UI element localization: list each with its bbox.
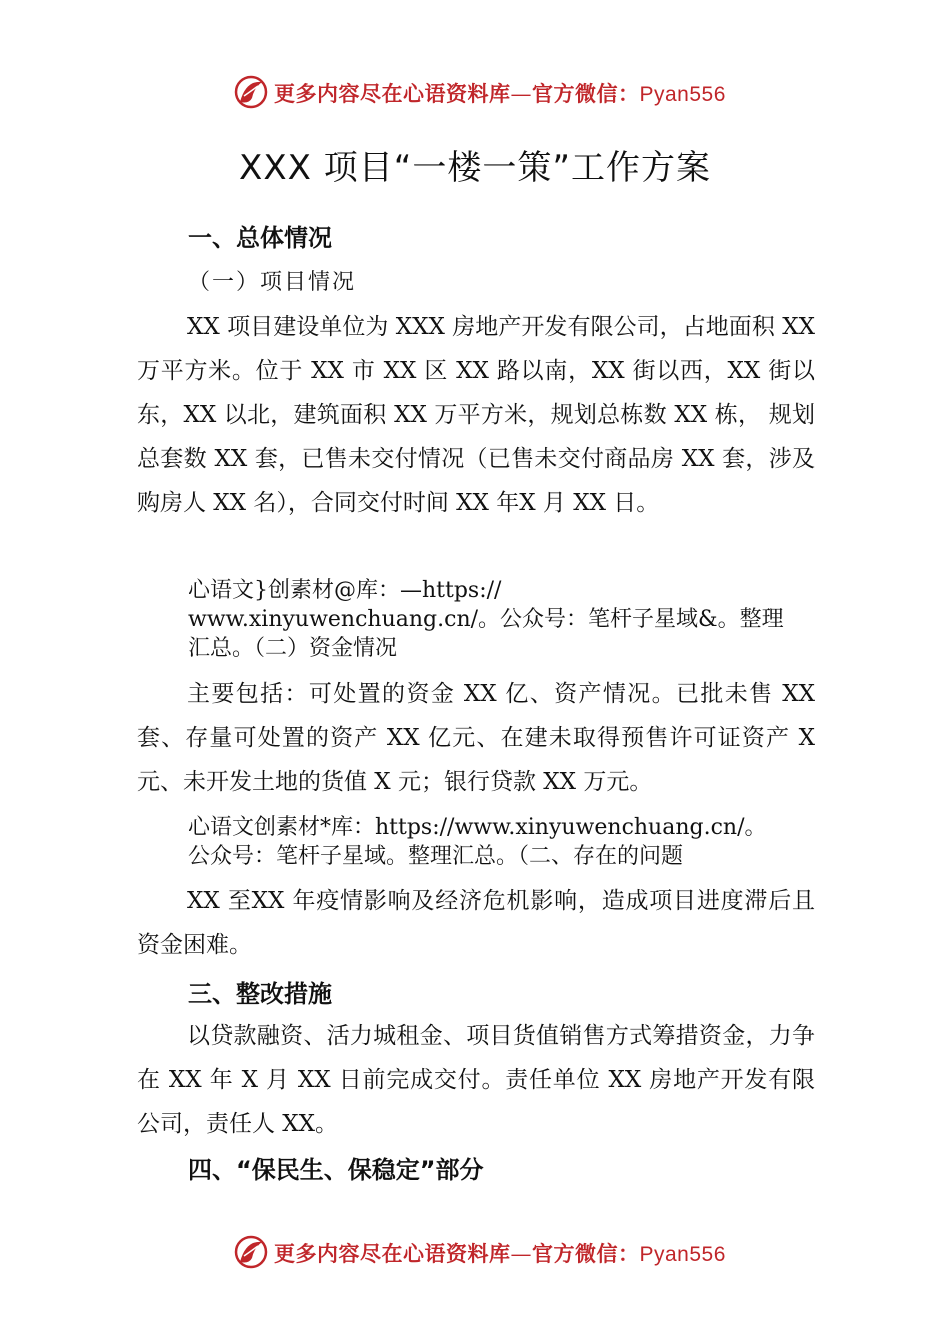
watermark-wechat-label: 官方微信： [532,1241,640,1266]
subsection-heading-project: （一）项目情况 [188,270,357,295]
watermark-separator: — [510,82,532,106]
paragraph-funding-info: 主要包括：可处置的资金 XX 亿、资产情况。已批未售 XX 套、存量可处置的资产 XX 亿元、在建未取得预售许可证资产 X 元、未开发土地的货值 X 元；银行贷款 XX 万元。 [137,681,815,795]
watermark-note-1-line-1: 心语文}创素材@库：—https:// [188,578,502,603]
watermark-account: Pyan556 [639,1243,726,1266]
watermark-brand: 更多内容尽在心语资料库 [274,81,511,106]
watermark-note-1 [188,576,818,663]
section-heading-livelihood: 四、“保民生、保稳定”部分 [188,1156,484,1184]
watermark-separator: — [510,1242,532,1266]
watermark-note-2-line-1: 心语文创素材*库：https://www.xinyuwenchuang.cn/。 [188,815,767,840]
watermark-note-1-line-2: www.xinyuwenchuang.cn/。公众号：笔杆子星域&。整理 [188,607,784,632]
watermark-note-1-line-3: 汇总。（二）资金情况 [188,636,398,661]
paragraph-measures: 以贷款融资、活力城租金、项目货值销售方式筹措资金，力争在 XX 年 X 月 XX 日前完成交付。责任单位 XX 房地产开发有限公司，责任人 XX。 [137,1023,815,1137]
document-title: XXX 项目“一楼一策”工作方案 [239,148,711,188]
watermark-note-2-line-2: 公众号：笔杆子星域。整理汇总。（二、存在的问题 [188,844,684,869]
watermark-wechat-label: 官方微信： [532,81,640,106]
logo-icon [232,1232,270,1272]
logo-icon [232,72,270,112]
watermark-text [274,1238,726,1268]
footer-watermark-banner [0,1228,950,1278]
header-watermark-banner [0,68,950,118]
paragraph-problems: XX 至XX 年疫情影响及经济危机影响，造成项目进度滞后且资金困难。 [137,888,815,958]
watermark-account: Pyan556 [639,83,726,106]
watermark-brand: 更多内容尽在心语资料库 [274,1241,511,1266]
section-heading-measures: 三、整改措施 [188,980,332,1008]
paragraph-project-info: XX 项目建设单位为 XXX 房地产开发有限公司，占地面积 XX 万平方米。位于 XX 市 XX 区 XX 路以南，XX 街以西，XX 街以东，XX 以北，建筑面积 XX 万平方米，规划总栋数 XX 栋， 规划总套数 XX 套，已售未交付情况（已售未交付商品房 XX 套，涉及购房人 XX 名），合同交付时间 XX 年X 月 XX 日。 [137,314,815,516]
watermark-note-2 [188,813,818,871]
section-heading-overview: 一、总体情况 [188,224,332,252]
watermark-text [274,78,726,108]
